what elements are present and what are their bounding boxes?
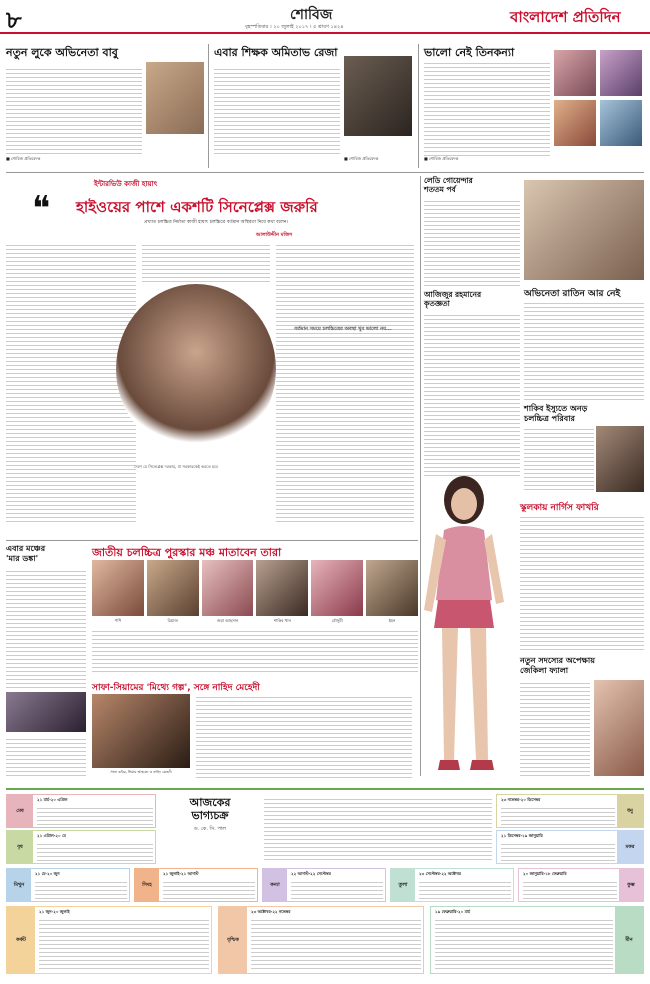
horoscope-title: আজকের ভাগ্যচক্র: [189, 796, 231, 822]
kazi-hayat-portrait: [116, 284, 276, 454]
award-photo: [311, 560, 363, 616]
story-body: [214, 66, 340, 154]
sign-badge: মীন: [615, 907, 643, 973]
award-names-row: [92, 618, 418, 625]
sign-text: [37, 841, 153, 861]
sign-capricorn: [496, 830, 644, 864]
column-divider: [208, 44, 209, 168]
date-line: বৃহস্পতিবার । ২০ জুলাই ২০১৭ । ৫ শ্রাবণ ১৪২৪: [245, 24, 344, 30]
story-body: [424, 60, 550, 156]
lady-detective-story: [424, 176, 520, 288]
horizontal-rule: [6, 172, 644, 173]
sign-scorpio: [218, 906, 424, 974]
sign-text: [291, 879, 383, 899]
award-name: জয়া আহসান: [216, 618, 239, 623]
sign-text: [523, 879, 617, 899]
safa-headline: সাফা-সিয়ামের 'মিথ্যে গল্প', সঙ্গে নাহিদ মেহেদী: [92, 683, 260, 693]
horoscope-byline: ড. কে. সি. পাল: [193, 826, 227, 832]
award-photo: [202, 560, 254, 616]
story-title: এবার মঞ্চের 'মার ডঙ্কা': [6, 544, 46, 563]
award-name: রিয়াজ: [167, 618, 178, 623]
photo-caption: দেশে যে সিনেপ্লেক্স দরকার, যা সরকারকেই করতে হবে: [134, 464, 218, 469]
mar-danka-story: [6, 544, 86, 780]
amitabh-photo: [344, 56, 412, 136]
interview-quote: বর্তমান সময়ে চলচ্চিত্রের অবস্থা খুব ভালো নয়...: [294, 326, 392, 332]
horizontal-rule: [6, 540, 418, 541]
actress-photo-1: [554, 50, 596, 96]
sign-badge: মেষ: [7, 795, 33, 827]
sign-text: [37, 805, 153, 825]
awards-body: [92, 628, 418, 672]
sign-dates: ২১ এপ্রিল-২০ মে: [37, 833, 66, 838]
horoscope-masthead: [162, 796, 258, 862]
story-credit: ■ শোবিজ প্রতিবেদক: [344, 156, 379, 161]
sign-text: [35, 879, 127, 899]
award-photo: [366, 560, 418, 616]
award-name: মৌসুমী: [331, 618, 343, 623]
safa-body: [196, 694, 412, 778]
interview-headline: হাইওয়ের পাশে একশটি সিনেপ্লেক্স জরুরি: [76, 198, 318, 216]
sign-badge: সিংহ: [135, 869, 159, 901]
actress-photo-3: [554, 100, 596, 146]
awards-story: [92, 544, 418, 674]
sign-text: [435, 917, 613, 971]
sign-sagittarius: [496, 794, 644, 828]
sign-aquarius: [518, 868, 644, 902]
sign-aries: [6, 794, 156, 828]
story-body: [424, 198, 520, 286]
sign-text: [419, 879, 511, 899]
story-body: [6, 568, 86, 688]
sign-dates: ২৩ অক্টোবর-২২ নভেম্বর: [251, 909, 291, 914]
sign-dates: ২০ জানুয়ারি-১৮ ফেব্রুয়ারি: [523, 871, 567, 876]
jacqueline-photo: [594, 680, 644, 776]
col-3-body: [276, 242, 414, 524]
story-title: লেডি গোয়েন্দার শততম পর্ব: [424, 176, 473, 194]
shakib-photo: [596, 426, 644, 492]
quote-icon: ❝: [32, 189, 51, 229]
shakib-body: [524, 426, 594, 492]
sign-taurus: [6, 830, 156, 864]
obituary-body: [524, 300, 644, 400]
page-number: ৮: [6, 5, 22, 34]
sign-dates: ২১ মার্চ-২০ এপ্রিল: [37, 797, 68, 802]
awards-headline: জাতীয় চলচ্চিত্র পুরস্কার মঞ্চ মাতাবেন তারা: [92, 546, 282, 559]
sign-dates: ২১ মে-২০ জুন: [35, 871, 60, 876]
sign-dates: ২১ জুন-২০ জুলাই: [39, 909, 70, 914]
sign-badge: মিথুন: [7, 869, 31, 901]
shakib-headline: শাকিব ইস্যুতে অনড় চলচ্চিত্র পরিবার: [524, 404, 588, 423]
story-credit: ■ শোবিজ প্রতিবেদক: [424, 156, 459, 161]
aziz-story: [424, 290, 520, 480]
award-photos-row: [92, 560, 418, 616]
obituary-headline: অভিনেতা রাতিন আর নেই: [524, 289, 621, 299]
story-body: [6, 66, 142, 154]
sign-text: [501, 841, 615, 861]
award-photo: [256, 560, 308, 616]
section-title: শোবিজ: [290, 7, 333, 23]
interview-deck: প্রখ্যাত চলচ্চিত্র নির্মাতা কাজী হায়াৎ চলচ্চিত্রে বর্তমান অস্থিরতা নিয়ে কথা বলেন।: [143, 220, 289, 225]
award-name: ইমন: [388, 618, 396, 623]
column-divider: [418, 44, 419, 168]
sign-text: [501, 805, 615, 825]
sign-dates: ২৩ নভেম্বর-২০ ডিসেম্বর: [501, 797, 541, 802]
story-amitabh: [214, 44, 414, 168]
award-name: পপি: [114, 618, 122, 623]
babu-photo: [146, 62, 204, 134]
story-title: নতুন লুকে অভিনেতা বাবু: [6, 46, 118, 59]
jacqueline-body: [520, 680, 590, 776]
award-photo: [147, 560, 199, 616]
interview-byline: আলাউদ্দীন মজিদ: [256, 232, 293, 238]
sign-virgo: [262, 868, 386, 902]
sign-badge: মকর: [617, 831, 643, 863]
jacqueline-headline: নতুন সদস্যের অপেক্ষায় জেকিলা ফ্যালা: [520, 656, 595, 675]
sign-badge: কুম্ভ: [619, 869, 643, 901]
sign-leo: [134, 868, 258, 902]
award-photo: [92, 560, 144, 616]
horoscope-section: [6, 788, 644, 978]
sign-dates: ২৩ সেপ্টেম্বর-২২ অক্টোবর: [419, 871, 461, 876]
actress-photo-4: [600, 100, 642, 146]
brand-masthead: বাংলাদেশ প্রতিদিন: [510, 8, 621, 26]
story-title: ভালো নেই তিনকন্যা: [424, 46, 515, 59]
horoscope-intro: [264, 796, 492, 862]
sign-badge: ধনু: [617, 795, 643, 827]
story-body-2: [6, 736, 86, 778]
nargis-fakhri-photo: [408, 470, 520, 780]
page-header: [0, 0, 650, 34]
sign-pisces: [430, 906, 644, 974]
sign-badge: কর্কট: [7, 907, 35, 973]
story-tinkonya: [424, 44, 644, 168]
sign-dates: ২১ ডিসেম্বর-১৯ জানুয়ারি: [501, 833, 543, 838]
model-figure: [408, 470, 520, 780]
actress-photo-2: [600, 50, 642, 96]
interview-kicker: ইন্টারভিউ কাজী হায়াৎ: [94, 180, 158, 188]
sign-dates: ১৯ ফেব্রুয়ারি-২০ মার্চ: [435, 909, 471, 914]
sign-badge: তুলা: [391, 869, 415, 901]
story-title: এবার শিক্ষক অমিতাভ রেজা: [214, 46, 338, 59]
sign-libra: [390, 868, 514, 902]
nargis-body: [520, 514, 644, 650]
story-body: [424, 312, 520, 478]
sign-badge: বৃষ: [7, 831, 33, 863]
sign-text: [163, 879, 255, 899]
safa-photo: [92, 694, 190, 768]
col-2-body: [142, 242, 270, 282]
sign-text: [251, 917, 421, 971]
sign-dates: ২১ জুলাই-২১ আগস্ট: [163, 871, 199, 876]
sign-cancer: [6, 906, 212, 974]
ratin-photo: [524, 180, 644, 280]
story-title: আজিজুর রহমানের কৃতজ্ঞতা: [424, 290, 482, 308]
safa-caption: সাফা কবির, সিয়াম আহমেদ ও নাহিদ মেহেদী: [110, 770, 172, 774]
sign-text: [39, 917, 209, 971]
sign-badge: বৃশ্চিক: [219, 907, 247, 973]
interview-block: [6, 176, 418, 536]
sign-gemini: [6, 868, 130, 902]
story-credit: ■ শোবিজ প্রতিবেদক: [6, 156, 41, 161]
nargis-headline: স্কুলকায় নার্গিস ফাখরি: [520, 503, 599, 513]
sign-badge: কন্যা: [263, 869, 287, 901]
award-name: শাকিব খান: [273, 618, 291, 623]
sign-dates: ২২ আগস্ট-২২ সেপ্টেম্বর: [291, 871, 331, 876]
stage-photo: [6, 692, 86, 732]
safa-story: [92, 680, 412, 780]
story-babu: [6, 44, 206, 168]
